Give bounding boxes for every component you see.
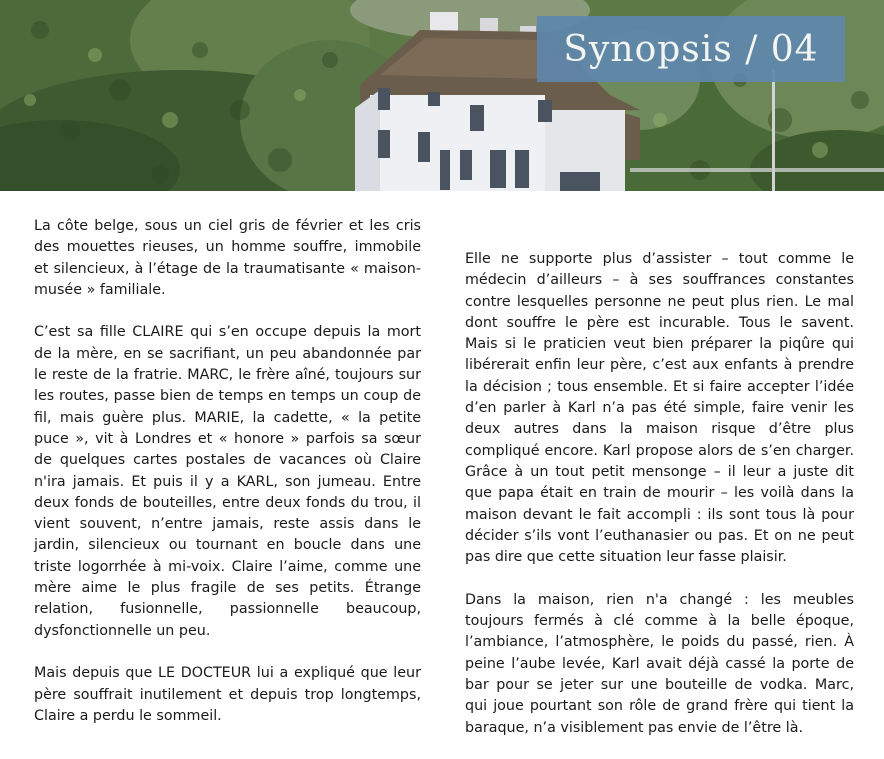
left-paragraph-3: Mais depuis que LE DOCTEUR lui a expliqué que leur père souffrait inutilement et depuis trop longtemps, Claire a perdu le sommeil. [34, 665, 421, 724]
left-column [34, 216, 421, 748]
right-column [465, 249, 854, 759]
right-paragraph-1: Elle ne supporte plus d’assister – tout comme le médecin d’ailleurs – à ses souffrances constantes contre lesquelles personne ne peut plus rien. Le mal dont souffre le père est incurable. Tous le savent. Mais si le praticien veut bien préparer la piqûre qui libérerait enfin leur père, c’est aux enfants à prendre la décision ; tous ensemble. Et si faire accepter l’idée d’en parler à Karl n’a pas été simple, faire venir les deux autres dans la maison risque d’être plus compliqué encore. Karl propose alors de s’en charger. Grâce à un tout petit mensonge – il leur a juste dit que papa était en train de mourir – les voilà dans la maison devant le fait accompli : ils sont tous là pour décider s’ils vont l’euthanasier ou pas. Et on ne peut pas dire que cette situation leur fasse plaisir. [465, 251, 854, 566]
header-banner [0, 0, 884, 191]
left-paragraph-1: La côte belge, sous un ciel gris de février et les cris des mouettes rieuses, un homme souffre, immobile et silencieux, à l’étage de la traumatisante « maison-musée » familiale. [34, 218, 421, 298]
title-box [537, 16, 845, 82]
right-paragraph-2: Dans la maison, rien n'a changé : les meubles toujours fermés à clé comme à la belle époque, l’ambiance, l’atmosphère, le poids du passé, rien. À peine l’aube levée, Karl avait déjà cassé la porte de bar pour se jeter sur une bouteille de vodka. Marc, qui joue pourtant son rôle de grand frère qui tient la baraque, n’a visiblement pas envie de l’être là. [465, 591, 854, 736]
page-title: Synopsis / 04 [563, 28, 819, 70]
left-paragraph-2: C’est sa fille CLAIRE qui s’en occupe depuis la mort de la mère, en se sacrifiant, un peu abandonnée par le reste de la fratrie. MARC, le frère aîné, toujours sur les routes, passe bien de temps en temps un coup de fil, mais guère plus. MARIE, la cadette, « la petite puce », vit à Londres et « honore » parfois sa sœur de quelques cartes postales de vacances où Claire n'ira jamais. Et puis il y a KARL, son jumeau. Entre deux fonds de bouteilles, entre deux fonds du trou, il vient souvent, n’entre jamais, reste assis dans le jardin, silencieux ou tournant en boucle dans une triste logorrhée à mi-voix. Claire l’aime, comme une mère aime le plus fragile de ses petits. Étrange relation, fusionnelle, passionnelle beaucoup, dysfonctionnelle un peu. [34, 324, 421, 639]
